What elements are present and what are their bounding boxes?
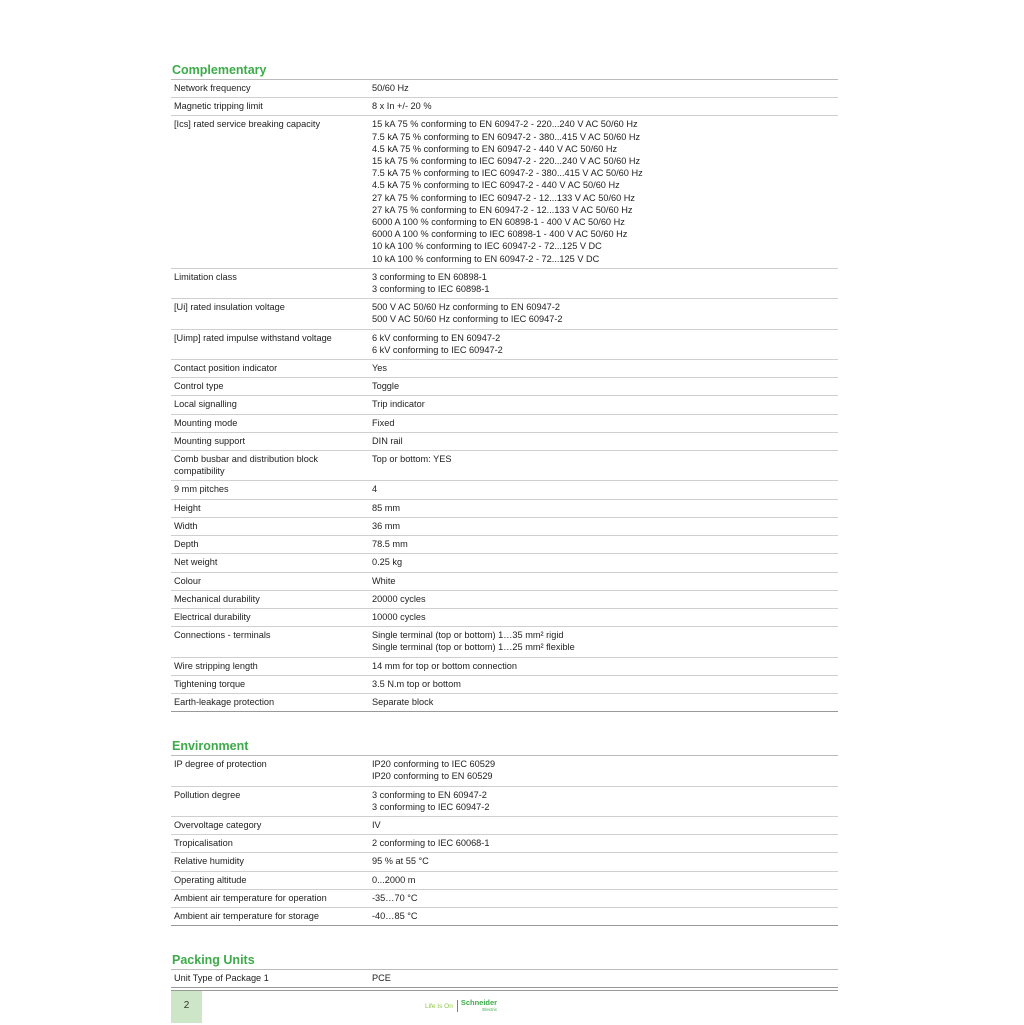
spec-row <box>171 554 838 572</box>
spec-row <box>171 299 838 329</box>
spec-label: [Ui] rated insulation voltage <box>171 299 369 329</box>
spec-label: Electrical durability <box>171 608 369 626</box>
spec-value <box>369 80 838 98</box>
spec-value-line: 10 kA 100 % conforming to IEC 60947-2 - 72...125 V DC <box>372 241 602 252</box>
spec-value-line: White <box>372 575 396 586</box>
spec-label: Height <box>171 499 369 517</box>
section-environment <box>171 736 838 926</box>
page-footer <box>171 990 838 1025</box>
spec-value-line: Single terminal (top or bottom) 1…35 mm² rigid <box>372 630 564 641</box>
spec-value-line: 3 conforming to EN 60947-2 <box>372 789 487 800</box>
brand-divider <box>457 1000 458 1012</box>
spec-row <box>171 414 838 432</box>
spec-row <box>171 517 838 535</box>
spec-value <box>369 756 838 786</box>
spec-table <box>171 79 838 712</box>
spec-value-line: Yes <box>372 363 387 374</box>
spec-value-line: 85 mm <box>372 502 401 513</box>
spec-row <box>171 378 838 396</box>
spec-row <box>171 536 838 554</box>
spec-value <box>369 360 838 378</box>
spec-value-line: 4.5 kA 75 % conforming to EN 60947-2 - 440 V AC 50/60 Hz <box>372 143 618 154</box>
spec-label: Comb busbar and distribution block compatibility <box>171 451 369 481</box>
spec-value <box>369 572 838 590</box>
spec-row <box>171 268 838 298</box>
spec-row <box>171 970 838 988</box>
spec-value <box>369 299 838 329</box>
spec-value-line: 3.5 N.m top or bottom <box>372 678 461 689</box>
spec-value <box>369 907 838 925</box>
spec-value-line: Separate block <box>372 696 434 707</box>
spec-value <box>369 657 838 675</box>
brand-logo <box>425 999 497 1013</box>
spec-value <box>369 693 838 711</box>
spec-value <box>369 608 838 626</box>
spec-value-line: 36 mm <box>372 520 401 531</box>
spec-value-line: 78.5 mm <box>372 539 408 550</box>
spec-label: 9 mm pitches <box>171 481 369 499</box>
spec-label: Overvoltage category <box>171 816 369 834</box>
spec-value <box>369 116 838 268</box>
spec-value-line: 6 kV conforming to EN 60947-2 <box>372 332 501 343</box>
spec-value <box>369 378 838 396</box>
spec-label: [Uimp] rated impulse withstand voltage <box>171 329 369 359</box>
spec-label: Limitation class <box>171 268 369 298</box>
spec-value-line: 15 kA 75 % conforming to EN 60947-2 - 220...240 V AC 50/60 Hz <box>372 119 638 130</box>
spec-row <box>171 590 838 608</box>
section-complementary <box>171 60 838 712</box>
spec-row <box>171 80 838 98</box>
spec-row <box>171 451 838 481</box>
spec-label: Ambient air temperature for operation <box>171 889 369 907</box>
spec-label: Depth <box>171 536 369 554</box>
spec-label: [Ics] rated service breaking capacity <box>171 116 369 268</box>
spec-value-line: 15 kA 75 % conforming to IEC 60947-2 - 220...240 V AC 50/60 Hz <box>372 156 641 167</box>
section-title: Environment <box>172 739 249 754</box>
section-title: Complementary <box>172 63 267 77</box>
spec-value-line: 3 conforming to IEC 60898-1 <box>372 284 490 295</box>
spec-value <box>369 268 838 298</box>
spec-row <box>171 816 838 834</box>
spec-value-line: 20000 cycles <box>372 593 426 604</box>
spec-label: Relative humidity <box>171 853 369 871</box>
spec-value-line: 6000 A 100 % conforming to EN 60898-1 - 400 V AC 50/60 Hz <box>372 217 625 228</box>
spec-row <box>171 657 838 675</box>
spec-value <box>369 396 838 414</box>
spec-row <box>171 693 838 711</box>
brand-name: Schneider <box>460 998 498 1007</box>
spec-value <box>369 590 838 608</box>
spec-value-line: 95 % at 55 °C <box>372 856 429 867</box>
spec-label: Connections - terminals <box>171 627 369 657</box>
spec-value-line: 500 V AC 50/60 Hz conforming to IEC 60947-2 <box>372 314 563 325</box>
spec-value-line: 7.5 kA 75 % conforming to IEC 60947-2 - 380...415 V AC 50/60 Hz <box>372 168 643 179</box>
spec-value-line: 27 kA 75 % conforming to IEC 60947-2 - 12...133 V AC 50/60 Hz <box>372 192 636 203</box>
spec-label: Colour <box>171 572 369 590</box>
spec-value-line: 500 V AC 50/60 Hz conforming to EN 60947-2 <box>372 302 560 313</box>
spec-value-line: -40…85 °C <box>372 910 418 921</box>
spec-row <box>171 608 838 626</box>
spec-label: Contact position indicator <box>171 360 369 378</box>
spec-value <box>369 786 838 816</box>
spec-row <box>171 871 838 889</box>
spec-value <box>369 871 838 889</box>
spec-value-line: IP20 conforming to IEC 60529 <box>372 759 496 770</box>
spec-row <box>171 835 838 853</box>
spec-label: Tightening torque <box>171 675 369 693</box>
spec-value-line: 6000 A 100 % conforming to IEC 60898-1 - 400 V AC 50/60 Hz <box>372 229 628 240</box>
spec-value-line: 0...2000 m <box>372 874 416 885</box>
spec-label: IP degree of protection <box>171 756 369 786</box>
spec-label: Magnetic tripping limit <box>171 98 369 116</box>
spec-row <box>171 329 838 359</box>
spec-value-line: IV <box>372 819 381 830</box>
spec-value-line: 4 <box>372 484 378 495</box>
page-number: 2 <box>171 991 202 1023</box>
spec-row <box>171 627 838 657</box>
spec-value-line: 50/60 Hz <box>372 83 409 93</box>
spec-value <box>369 329 838 359</box>
spec-value-line: -35…70 °C <box>372 892 418 903</box>
spec-value-line: 6 kV conforming to IEC 60947-2 <box>372 344 503 355</box>
spec-value <box>369 517 838 535</box>
spec-label: Ambient air temperature for storage <box>171 907 369 925</box>
spec-value-line: 0.25 kg <box>372 557 403 568</box>
spec-value-line: 2 conforming to IEC 60068-1 <box>372 838 490 849</box>
spec-value-line: Single terminal (top or bottom) 1…25 mm² flexible <box>372 642 575 653</box>
spec-value-line: Toggle <box>372 381 400 392</box>
spec-value <box>369 853 838 871</box>
spec-row <box>171 98 838 116</box>
spec-value <box>369 889 838 907</box>
spec-row <box>171 853 838 871</box>
spec-row <box>171 396 838 414</box>
spec-row <box>171 756 838 786</box>
spec-value <box>369 536 838 554</box>
section-packing-units <box>171 950 838 988</box>
spec-label: Pollution degree <box>171 786 369 816</box>
spec-label: Wire stripping length <box>171 657 369 675</box>
spec-label: Local signalling <box>171 396 369 414</box>
spec-label: Earth-leakage protection <box>171 693 369 711</box>
spec-value-line: Fixed <box>372 417 395 428</box>
spec-row <box>171 907 838 925</box>
spec-row <box>171 889 838 907</box>
spec-label: Control type <box>171 378 369 396</box>
spec-row <box>171 786 838 816</box>
spec-label: Width <box>171 517 369 535</box>
spec-value <box>369 451 838 481</box>
datasheet-page <box>171 60 838 988</box>
spec-row <box>171 360 838 378</box>
spec-row <box>171 499 838 517</box>
spec-label: Mounting support <box>171 432 369 450</box>
spec-label: Network frequency <box>171 80 369 98</box>
spec-value <box>369 481 838 499</box>
spec-value-line: IP20 conforming to EN 60529 <box>372 771 493 782</box>
spec-value-line: 27 kA 75 % conforming to EN 60947-2 - 12...133 V AC 50/60 Hz <box>372 204 633 215</box>
brand-tagline: Life Is On <box>425 1002 453 1010</box>
spec-value-line: 8 x In +/- 20 % <box>372 101 432 112</box>
spec-value <box>369 414 838 432</box>
spec-table <box>171 969 838 988</box>
brand-sub: Electric <box>482 1007 498 1012</box>
spec-value <box>369 675 838 693</box>
spec-value <box>369 432 838 450</box>
spec-value-line: 3 conforming to EN 60898-1 <box>372 271 487 282</box>
spec-value <box>369 499 838 517</box>
spec-value-line: DIN rail <box>372 435 403 446</box>
spec-row <box>171 572 838 590</box>
spec-value-line: Trip indicator <box>372 399 425 410</box>
spec-value <box>369 970 838 988</box>
spec-value-line: 3 conforming to IEC 60947-2 <box>372 801 490 812</box>
spec-value-line: Top or bottom: YES <box>372 454 452 465</box>
spec-value-line: PCE <box>372 973 391 984</box>
spec-row <box>171 116 838 268</box>
section-title: Packing Units <box>172 953 255 968</box>
spec-label: Unit Type of Package 1 <box>171 970 369 988</box>
spec-value <box>369 98 838 116</box>
spec-value-line: 7.5 kA 75 % conforming to EN 60947-2 - 380...415 V AC 50/60 Hz <box>372 131 641 142</box>
spec-value-line: 14 mm for top or bottom connection <box>372 660 518 671</box>
spec-label: Tropicalisation <box>171 835 369 853</box>
spec-label: Operating altitude <box>171 871 369 889</box>
spec-label: Mechanical durability <box>171 590 369 608</box>
spec-table <box>171 755 838 926</box>
spec-value <box>369 554 838 572</box>
spec-value <box>369 816 838 834</box>
spec-value <box>369 627 838 657</box>
spec-value-line: 10000 cycles <box>372 611 426 622</box>
spec-label: Net weight <box>171 554 369 572</box>
spec-value-line: 4.5 kA 75 % conforming to IEC 60947-2 - 440 V AC 50/60 Hz <box>372 180 620 191</box>
schneider-logo <box>461 999 497 1013</box>
spec-row <box>171 481 838 499</box>
spec-row <box>171 432 838 450</box>
spec-value-line: 10 kA 100 % conforming to EN 60947-2 - 72...125 V DC <box>372 253 600 264</box>
spec-row <box>171 675 838 693</box>
spec-value <box>369 835 838 853</box>
spec-label: Mounting mode <box>171 414 369 432</box>
